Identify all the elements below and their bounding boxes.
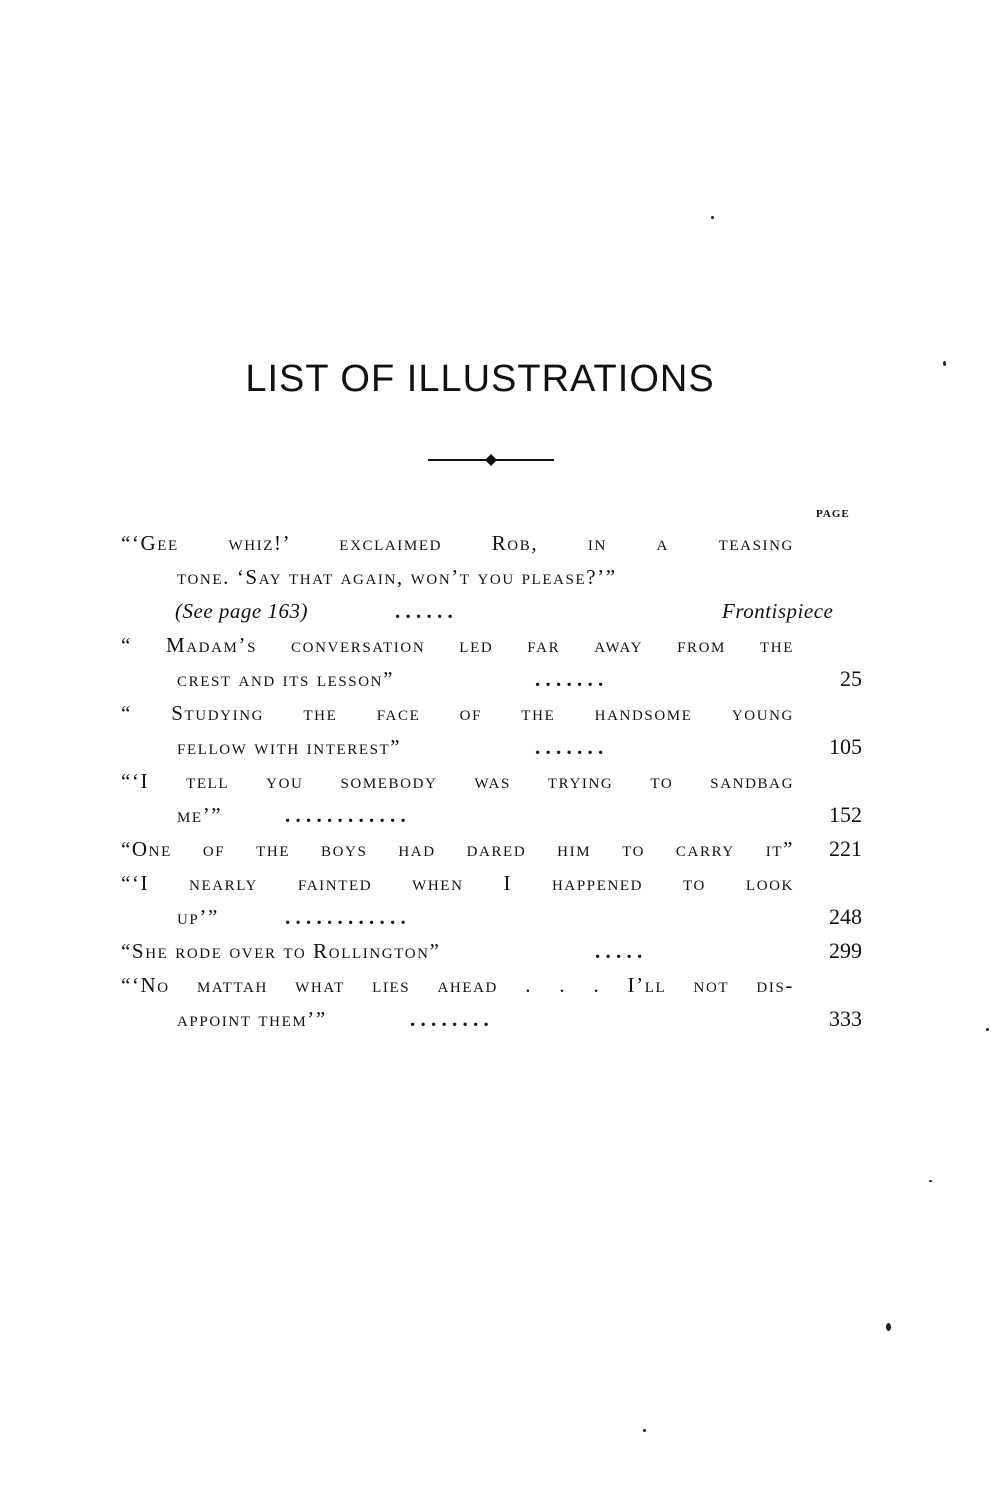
entry-4-dot-leader: . . . . . . . . . . . . bbox=[285, 803, 406, 827]
scan-speck bbox=[929, 1180, 932, 1182]
entry-1-note: (See page 163) bbox=[175, 599, 308, 623]
entry-8-dot-leader: . . . . . . . . bbox=[410, 1007, 489, 1031]
entry-2-dot-leader: . . . . . . . bbox=[535, 667, 604, 691]
entry-3-line-1: “ Studying the face of the handsome young bbox=[121, 701, 794, 725]
scan-speck bbox=[986, 1028, 989, 1031]
entry-6-dot-leader: . . . . . . . . . . . . bbox=[285, 905, 406, 929]
entry-2-page: 25 bbox=[840, 666, 862, 691]
entry-3-dot-leader: . . . . . . . bbox=[535, 735, 604, 759]
title-ornament-divider bbox=[428, 452, 554, 468]
entry-4-page: 152 bbox=[829, 802, 862, 827]
scan-speck bbox=[943, 361, 946, 366]
entry-7-page: 299 bbox=[829, 938, 862, 963]
entry-1-page: Frontispiece bbox=[722, 599, 834, 623]
entry-5-line-1: “One of the boys had dared him to carry it” bbox=[121, 837, 794, 861]
entry-7-line-1: “She rode over to Rollington” bbox=[121, 939, 441, 963]
entry-4-line-2: me’” bbox=[177, 803, 223, 827]
entry-5-page: 221 bbox=[829, 836, 862, 861]
scan-speck bbox=[643, 1429, 646, 1432]
entry-4-line-1: “‘I tell you somebody was trying to sandbag bbox=[121, 769, 794, 793]
entry-3-page: 105 bbox=[829, 734, 862, 759]
entry-8-line-1: “‘No mattah what lies ahead . . . I’ll not dis- bbox=[121, 973, 794, 997]
entry-8-page: 333 bbox=[829, 1006, 862, 1031]
entry-1-dot-leader: . . . . . . bbox=[395, 599, 453, 623]
page-column-heading: PAGE bbox=[816, 508, 850, 520]
entry-6-page: 248 bbox=[829, 904, 862, 929]
scan-speck bbox=[886, 1323, 891, 1331]
entry-1-line-2: tone. ‘Say that again, won’t you please?’” bbox=[177, 565, 617, 589]
entry-1-line-1: “‘Gee whiz!’ exclaimed Rob, in a teasing bbox=[121, 531, 794, 555]
entry-2-line-1: “ Madam’s conversation led far away from the bbox=[121, 633, 794, 657]
entry-3-line-2: fellow with interest” bbox=[177, 735, 402, 759]
entry-8-line-2: appoint them’” bbox=[177, 1007, 327, 1031]
entry-6-line-2: up’” bbox=[177, 905, 219, 929]
page-title: LIST OF ILLUSTRATIONS bbox=[245, 358, 715, 400]
entry-6-line-1: “‘I nearly fainted when I happened to look bbox=[121, 871, 794, 895]
entry-2-line-2: crest and its lesson” bbox=[177, 667, 395, 691]
entry-7-dot-leader: . . . . . bbox=[595, 939, 643, 963]
scan-speck bbox=[711, 216, 714, 219]
